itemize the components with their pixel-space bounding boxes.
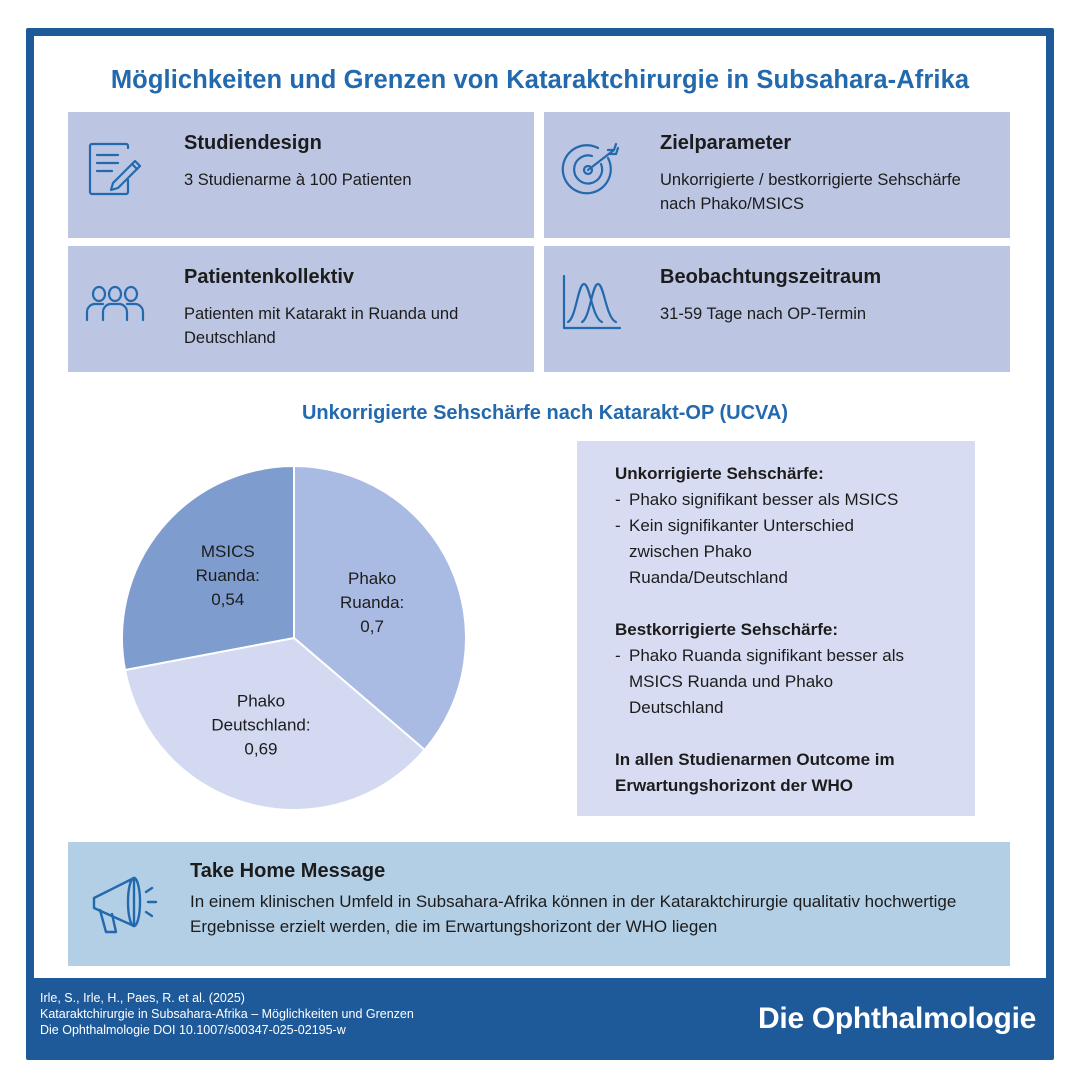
findings-heading-bcva: Bestkorrigierte Sehschärfe: xyxy=(615,620,838,639)
citation-title: Kataraktchirurgie in Subsahara-Afrika – Möglichkeiten und Grenzen xyxy=(40,1007,414,1021)
findings-conclusion: In allen Studienarmen Outcome im Erwartungshorizont der WHO xyxy=(615,750,895,795)
card-text: 3 Studienarme à 100 Patienten xyxy=(184,171,412,189)
card-beobachtungszeitraum xyxy=(544,246,1010,372)
card-text: Patienten mit Katarakt in Ruanda und Deutschland xyxy=(184,305,459,347)
card-patientenkollektiv xyxy=(68,246,534,372)
chart-title: Unkorrigierte Sehschärfe nach Katarakt-OP (UCVA) xyxy=(301,402,789,424)
document-pen-icon xyxy=(82,136,148,202)
take-home-message xyxy=(68,842,1010,966)
take-home-text: In einem klinischen Umfeld in Subsahara-Afrika können in der Kataraktchirurgie qualitativ hochwertige Ergebnisse erzielt werden, die im Erwartungshorizont der WHO liegen xyxy=(190,892,957,936)
page-title: Möglichkeiten und Grenzen von Kataraktchirurgie in Subsahara-Afrika xyxy=(110,66,970,94)
pie-chart xyxy=(114,458,474,818)
list-item: - Phako signifikant besser als MSICS xyxy=(615,487,975,513)
megaphone-icon xyxy=(88,868,160,940)
distribution-curve-icon xyxy=(558,270,624,336)
frame xyxy=(26,28,1054,1060)
target-arrow-icon xyxy=(558,136,624,202)
citation-doi: Die Ophthalmologie DOI 10.1007/s00347-025-02195-w xyxy=(40,1023,346,1037)
list-item: - Phako Ruanda signifikant besser als MSICS Ruanda und Phako Deutschland xyxy=(615,643,925,721)
citation-authors: Irle, S., Irle, H., Paes, R. et al. (2025) xyxy=(40,991,245,1005)
journal-logo: Die Ophthalmologie xyxy=(758,1002,1036,1035)
card-title: Studiendesign xyxy=(184,132,322,154)
list-item: - Kein signifikanter Unterschied zwischen Phako Ruanda/Deutschland xyxy=(615,513,915,591)
pie-slice-label: Phako Ruanda: 0,7 xyxy=(339,569,405,637)
card-text: 31-59 Tage nach OP-Termin xyxy=(660,305,867,323)
findings-heading-ucva: Unkorrigierte Sehschärfe: xyxy=(615,464,824,483)
card-title: Beobachtungszeitraum xyxy=(660,266,882,288)
take-home-title: Take Home Message xyxy=(190,860,386,882)
card-title: Zielparameter xyxy=(660,132,792,154)
content-area xyxy=(34,36,1046,978)
card-zielparameter xyxy=(544,112,1010,238)
findings-box xyxy=(577,441,975,816)
card-title: Patientenkollektiv xyxy=(184,266,355,288)
card-studiendesign xyxy=(68,112,534,238)
card-text: Unkorrigierte / bestkorrigierte Sehschärfe nach Phako/MSICS xyxy=(660,171,961,213)
citation xyxy=(40,990,600,1038)
patients-group-icon xyxy=(82,270,148,336)
pie-slice-label: Phako Deutschland: 0,69 xyxy=(211,691,311,759)
pie-slice-label: MSICS Ruanda: 0,54 xyxy=(195,542,260,610)
